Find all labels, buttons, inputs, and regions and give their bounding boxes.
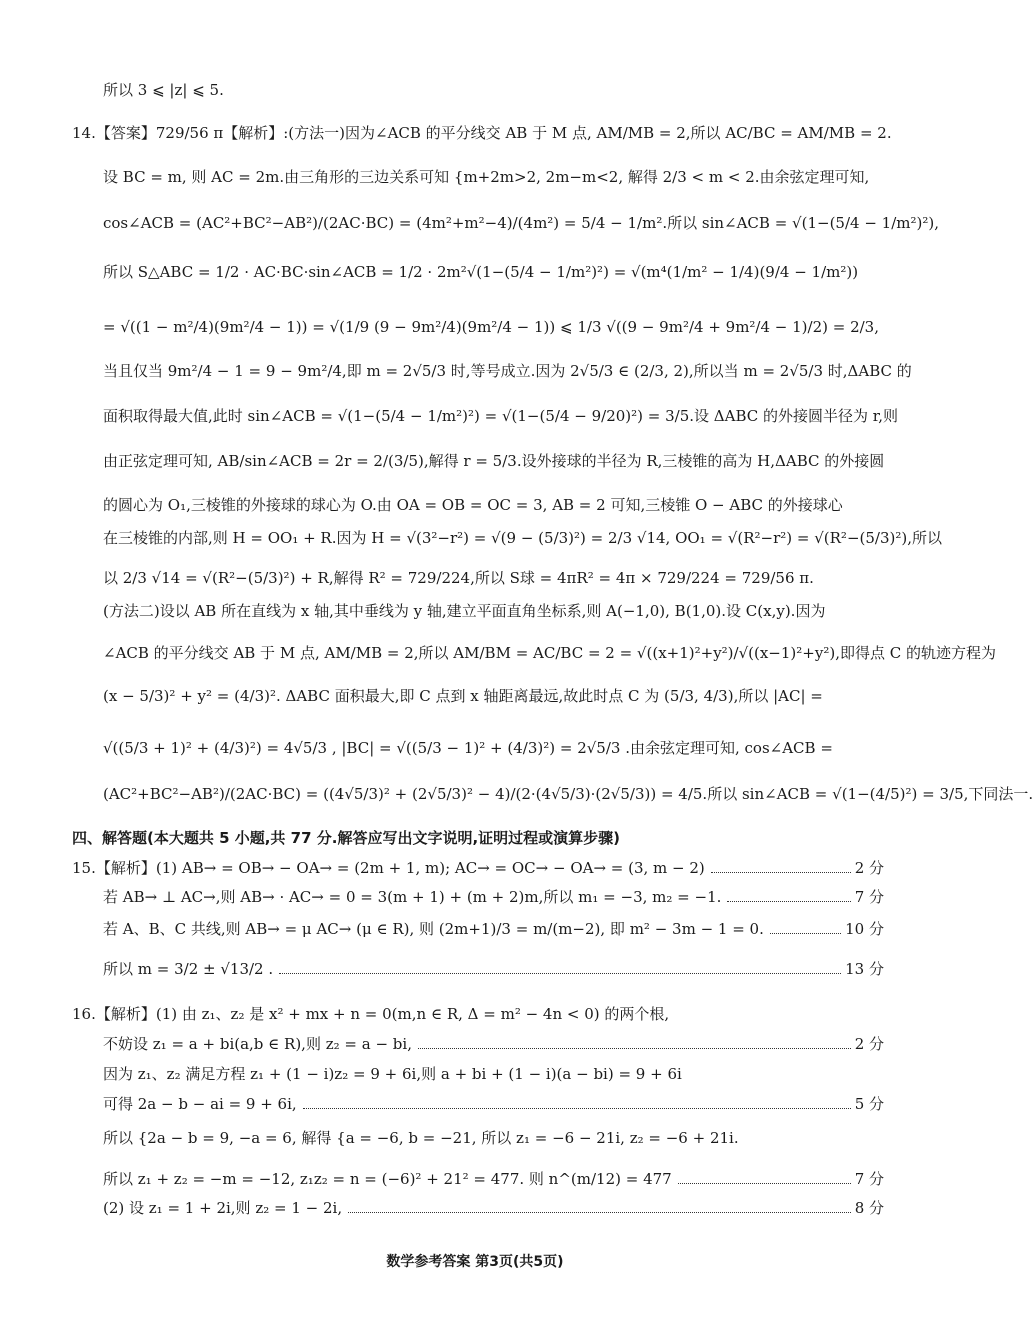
scored-line-text: 所以 z₁ + z₂ = −m = −12, z₁z₂ = n = (−6)² + 21² = 477. 则 n^(m/12) = 477 bbox=[103, 1170, 672, 1188]
solution-line: 以 2/3 √14 = √(R²−(5/3)²) + R,解得 R² = 729/224,所以 S球 = 4πR² = 4π × 729/224 = 729/56 π. bbox=[103, 569, 814, 587]
page-footer: 数学参考答案 第3页(共5页) bbox=[386, 1254, 564, 1270]
solution-line: 当且仅当 9m²/4 − 1 = 9 − 9m²/4,即 m = 2√5/3 时,等号成立.因为 2√5/3 ∈ (2/3, 2),所以当 m = 2√5/3 时,ΔABC 的 bbox=[103, 362, 912, 380]
solution-line: (AC²+BC²−AB²)/(2AC·BC) = ((4√5/3)² + (2√5/3)² − 4)/(2·(4√5/3)·(2√5/3)) = 4/5.所以 sin∠ACB = √(1−(4/5)²) = 3/5,下同法一. bbox=[103, 785, 1033, 803]
scored-line-text: 若 AB→ ⊥ AC→,则 AB→ · AC→ = 0 = 3(m + 1) + (m + 2)m,所以 m₁ = −3, m₂ = −1. bbox=[103, 888, 722, 906]
solution-line: 所以 3 ⩽ |z| ⩽ 5. bbox=[103, 81, 224, 99]
dot-leader bbox=[678, 1182, 851, 1184]
scored-line bbox=[103, 1168, 884, 1190]
dot-leader bbox=[711, 871, 851, 873]
score-points: 2 分 bbox=[854, 1035, 884, 1053]
dot-leader bbox=[303, 1107, 851, 1109]
section-heading: 四、解答题(本大题共 5 小题,共 77 分.解答应写出文字说明,证明过程或演算步骤) bbox=[72, 829, 621, 847]
score-points: 7 分 bbox=[854, 888, 884, 906]
score-points: 2 分 bbox=[854, 859, 884, 877]
dot-leader bbox=[279, 972, 841, 974]
dot-leader bbox=[770, 932, 841, 934]
solution-line: = √((1 − m²/4)(9m²/4 − 1)) = √(1/9 (9 − 9m²/4)(9m²/4 − 1)) ⩽ 1/3 √((9 − 9m²/4 + 9m²/4 − 1)/2) = 2/3, bbox=[103, 318, 879, 336]
solution-line: 因为 z₁、z₂ 满足方程 z₁ + (1 − i)z₂ = 9 + 6i,则 a + bi + (1 − i)(a − bi) = 9 + 6i bbox=[103, 1065, 682, 1083]
solution-line: 由正弦定理可知, AB/sin∠ACB = 2r = 2/(3/5),解得 r = 5/3.设外接球的半径为 R,三棱锥的高为 H,ΔABC 的外接圆 bbox=[103, 452, 885, 470]
score-points: 8 分 bbox=[854, 1199, 884, 1217]
solution-line: 面积取得最大值,此时 sin∠ACB = √(1−(5/4 − 1/m²)²) = √(1−(5/4 − 9/20)²) = 3/5.设 ΔABC 的外接圆半径为 r,则 bbox=[103, 407, 899, 425]
scored-line bbox=[103, 1093, 884, 1115]
scored-line-text: 可得 2a − b − ai = 9 + 6i, bbox=[103, 1095, 297, 1113]
solution-line: 在三棱锥的内部,则 H = OO₁ + R.因为 H = √(3²−r²) = √(9 − (5/3)²) = 2/3 √14, OO₁ = √(R²−r²) = √(R²−(5/3)²),所以 bbox=[103, 529, 942, 547]
scored-line-text: 若 A、B、C 共线,则 AB→ = μ AC→ (μ ∈ R), 则 (2m+1)/3 = m/(m−2), 即 m² − 3m − 1 = 0. bbox=[103, 920, 764, 938]
solution-line: cos∠ACB = (AC²+BC²−AB²)/(2AC·BC) = (4m²+m²−4)/(4m²) = 5/4 − 1/m².所以 sin∠ACB = √(1−(5/4 − 1/m²)²), bbox=[103, 214, 939, 232]
solution-line: 的圆心为 O₁,三棱锥的外接球的球心为 O.由 OA = OB = OC = 3, AB = 2 可知,三棱锥 O − ABC 的外接球心 bbox=[103, 496, 843, 514]
solution-line: 设 BC = m, 则 AC = 2m.由三角形的三边关系可知 {m+2m>2, 2m−m<2, 解得 2/3 < m < 2.由余弦定理可知, bbox=[103, 168, 870, 186]
dot-leader bbox=[727, 900, 850, 902]
solution-line: 所以 S△ABC = 1/2 · AC·BC·sin∠ACB = 1/2 · 2m²√(1−(5/4 − 1/m²)²) = √(m⁴(1/m² − 1/4)(9/4 − 1/m²)) bbox=[103, 263, 859, 281]
solution-line: (x − 5/3)² + y² = (4/3)². ΔABC 面积最大,即 C 点到 x 轴距离最远,故此时点 C 为 (5/3, 4/3),所以 |AC| = bbox=[103, 687, 823, 705]
solution-line: 所以 {2a − b = 9, −a = 6, 解得 {a = −6, b = −21, 所以 z₁ = −6 − 21i, z₂ = −6 + 21i. bbox=[103, 1129, 739, 1147]
score-points: 7 分 bbox=[854, 1170, 884, 1188]
scored-line bbox=[103, 918, 884, 940]
scored-line bbox=[103, 886, 884, 908]
solution-line: √((5/3 + 1)² + (4/3)²) = 4√5/3 , |BC| = √((5/3 − 1)² + (4/3)²) = 2√5/3 .由余弦定理可知, cos∠ACB = bbox=[103, 739, 833, 757]
score-points: 10 分 bbox=[845, 920, 884, 938]
solution-line: 14.【答案】729/56 π【解析】:(方法一)因为∠ACB 的平分线交 AB 于 M 点, AM/MB = 2,所以 AC/BC = AM/MB = 2. bbox=[72, 124, 892, 142]
scored-line-text: 不妨设 z₁ = a + bi(a,b ∈ R),则 z₂ = a − bi, bbox=[103, 1035, 412, 1053]
scored-line bbox=[103, 1197, 884, 1219]
scored-line bbox=[72, 857, 884, 879]
solution-line: ∠ACB 的平分线交 AB 于 M 点, AM/MB = 2,所以 AM/BM = AC/BC = 2 = √((x+1)²+y²)/√((x−1)²+y²),即得点 C 的轨迹方程为 bbox=[103, 644, 996, 662]
scored-line-text: (2) 设 z₁ = 1 + 2i,则 z₂ = 1 − 2i, bbox=[103, 1199, 343, 1217]
dot-leader bbox=[418, 1047, 851, 1049]
dot-leader bbox=[348, 1211, 851, 1213]
scored-line bbox=[103, 1033, 884, 1055]
solution-line: (方法二)设以 AB 所在直线为 x 轴,其中垂线为 y 轴,建立平面直角坐标系,则 A(−1,0), B(1,0).设 C(x,y).因为 bbox=[103, 602, 826, 620]
scored-line-text: 15.【解析】(1) AB→ = OB→ − OA→ = (2m + 1, m); AC→ = OC→ − OA→ = (3, m − 2) bbox=[72, 859, 705, 877]
scored-line-text: 所以 m = 3/2 ± √13/2 . bbox=[103, 960, 274, 978]
solution-line: 16.【解析】(1) 由 z₁、z₂ 是 x² + mx + n = 0(m,n ∈ R, Δ = m² − 4n < 0) 的两个根, bbox=[72, 1005, 670, 1023]
score-points: 13 分 bbox=[845, 960, 884, 978]
scored-line bbox=[103, 958, 884, 980]
score-points: 5 分 bbox=[854, 1095, 884, 1113]
